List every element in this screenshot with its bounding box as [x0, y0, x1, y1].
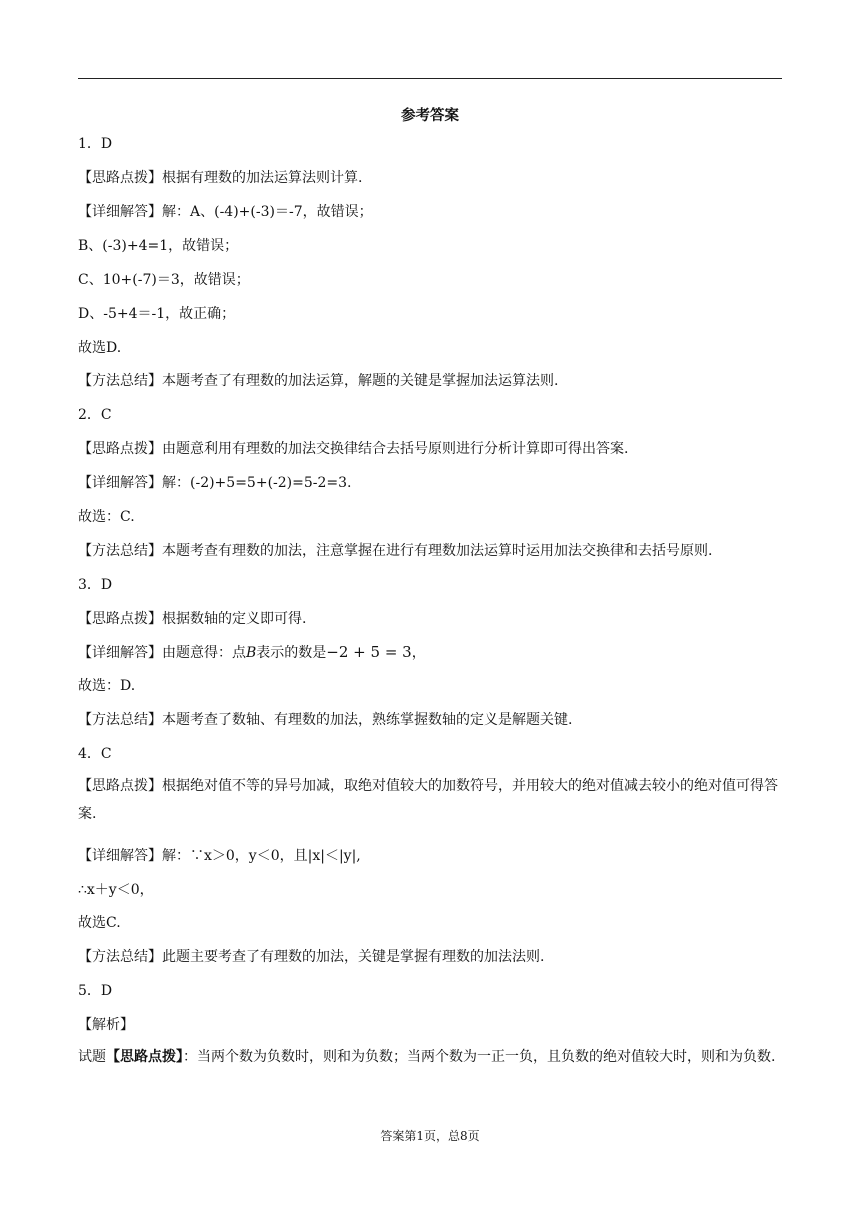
q2-hint: 【思路点拨】由题意利用有理数的加法交换律结合去括号原则进行分析计算即可得出答案.: [78, 441, 629, 457]
page-footer: 答案第1页，总8页: [380, 1129, 480, 1143]
q3-summary: 【方法总结】本题考查了数轴、有理数的加法，熟练掌握数轴的定义是解题关键.: [78, 712, 573, 728]
q3-detail-prefix: 【详细解答】由题意得：点: [78, 645, 246, 661]
q2-choice: 故选：C.: [78, 509, 135, 525]
page-title: 参考答案: [401, 107, 459, 124]
q4-choice: 故选C.: [78, 915, 121, 931]
q4-hint: 【思路点拨】根据绝对值不等的异号加减，取绝对值较大的加数符号，并用较大的绝对值减去较小的绝对值可得答案.: [78, 778, 778, 822]
q3-detail-math: −2 + 5 = 3: [326, 643, 412, 661]
q4-therefore: ∴x＋y＜0，: [78, 882, 154, 898]
q1-detail: 【详细解答】解：A、(-4)+(-3)＝-7，故错误；: [78, 204, 373, 220]
q3-detail-var: B: [246, 645, 257, 661]
q5-hint-prefix: 试题: [78, 1049, 106, 1065]
q3-choice: 故选：D.: [78, 678, 136, 694]
q5-hint: [78, 1043, 782, 1071]
q3-hint: 【思路点拨】根据数轴的定义即可得.: [78, 611, 307, 627]
q5-analysis: 【解析】: [78, 1017, 134, 1033]
q4-detail: 【详细解答】解：∵x＞0，y＜0，且|x|＜|y|,: [78, 848, 361, 864]
q3-detail-mid: 表示的数是: [256, 645, 327, 661]
q1-summary: 【方法总结】本题考查了有理数的加法运算，解题的关键是掌握加法运算法则.: [78, 373, 559, 389]
q5-hint-text: ：当两个数为负数时，则和为负数；当两个数为一正一负，且负数的绝对值较大时，则和为负数.: [183, 1049, 776, 1065]
header-rule: [78, 78, 782, 79]
q5-hint-label: 【思路点拨】: [106, 1049, 183, 1065]
q5-answer: 5．D: [78, 983, 113, 999]
q2-detail: 【详细解答】解：(-2)+5=5+(-2)=5-2=3.: [78, 475, 352, 491]
q3-detail: [78, 641, 782, 664]
q1-option-c: C、10+(-7)＝3，故错误；: [78, 272, 250, 288]
q4-answer: 4．C: [78, 746, 112, 762]
q1-option-d: D、-5+4＝-1，故正确；: [78, 306, 236, 322]
q3-answer: 3．D: [78, 577, 113, 593]
q1-option-b: B、(-3)+4=1，故错误；: [78, 238, 239, 254]
q4-summary: 【方法总结】此题主要考查了有理数的加法，关键是掌握有理数的加法法则.: [78, 949, 545, 965]
q1-answer: 1．D: [78, 136, 113, 152]
q2-answer: 2．C: [78, 407, 112, 423]
q1-hint: 【思路点拨】根据有理数的加法运算法则计算.: [78, 170, 363, 186]
q3-detail-suffix: ，: [411, 645, 426, 661]
q1-choice: 故选D.: [78, 340, 122, 356]
q2-summary: 【方法总结】本题考查有理数的加法，注意掌握在进行有理数加法运算时运用加法交换律和去括号原则.: [78, 543, 713, 559]
